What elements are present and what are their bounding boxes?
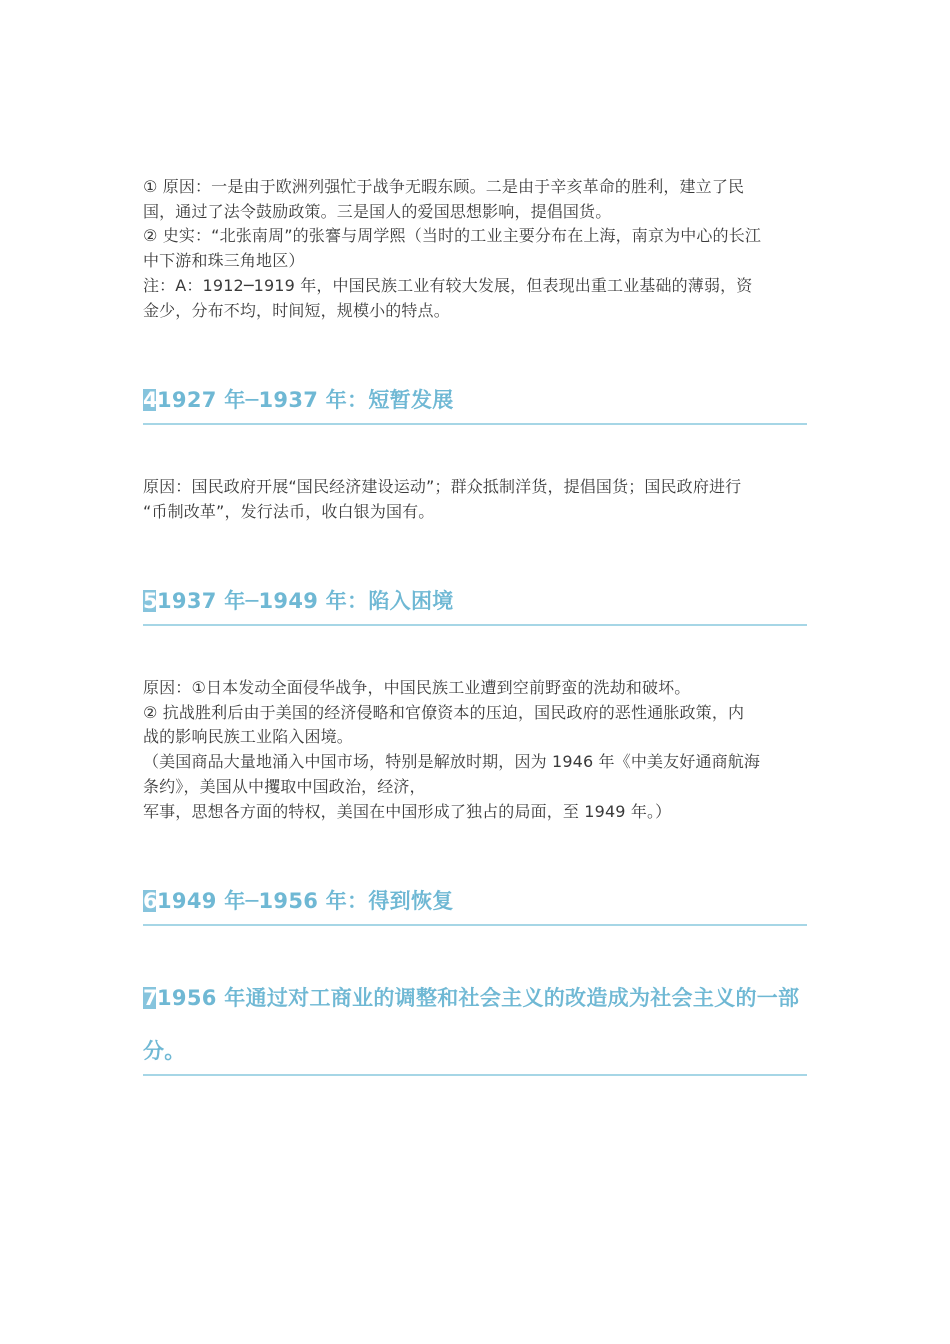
text-line: 国，通过了法令鼓励政策。三是国人的爱国思想影响，提倡国货。 [143, 201, 612, 221]
text-line: （美国商品大量地涌入中国市场，特别是解放时期，因为 1946 年《中美友好通商航海 [143, 752, 761, 772]
section-title-text-line2: 分。 [143, 1039, 186, 1063]
section-heading-5 [143, 585, 807, 626]
text-line: 金少，分布不均，时间短，规模小的特点。 [143, 300, 450, 320]
paragraph-causes-facts [143, 175, 807, 323]
text-line: 军事，思想各方面的特权，美国在中国形成了独占的局面，至 1949 年。） [143, 801, 672, 821]
text-line: ① 原因：一是由于欧洲列强忙于战争无暇东顾。二是由于辛亥革命的胜利，建立了民 [143, 177, 745, 196]
section-number-badge: 5 [143, 589, 158, 613]
text-line: ② 史实：“北张南周”的张謇与周学熙（当时的工业主要分布在上海，南京为中心的长江 [143, 226, 762, 246]
section-title [143, 384, 807, 414]
section-title [143, 885, 807, 915]
text-line: 中下游和珠三角地区） [143, 251, 305, 271]
paragraph-1937-causes [143, 676, 807, 824]
text-line: 战的影响民族工业陷入困境。 [143, 727, 353, 747]
section-title [143, 985, 807, 1012]
text-line: 注：A：1912─1919 年，中国民族工业有较大发展，但表现出重工业基础的薄弱，资 [143, 275, 753, 295]
paragraph-1927-causes [143, 475, 807, 524]
section-title-text: 1927 年─1937 年：短暂发展 [157, 388, 454, 412]
section-number-badge: 7 [143, 986, 158, 1010]
section-heading-7 [143, 985, 807, 1076]
text-line: ② 抗战胜利后由于美国的经济侵略和官僚资本的压迫，国民政府的恶性通胀政策，内 [143, 702, 745, 722]
text-line: “币制改革”，发行法币，收白银为国有。 [143, 501, 435, 521]
section-heading-6 [143, 885, 807, 926]
section-number-badge: 4 [143, 388, 158, 412]
text-line: 条约》，美国从中攫取中国政治，经济， [143, 776, 426, 796]
section-title-text: 1949 年─1956 年：得到恢复 [157, 889, 454, 913]
section-title-text-line1: 1956 年通过对工商业的调整和社会主义的改造成为社会主义的一部 [157, 986, 800, 1010]
text-line: 原因：①日本发动全面侵华战争，中国民族工业遭到空前野蛮的洗劫和破坏。 [143, 678, 691, 697]
section-heading-4 [143, 384, 807, 425]
section-number-badge: 6 [143, 889, 158, 913]
section-title [143, 585, 807, 615]
section-title-text: 1937 年─1949 年：陷入困境 [157, 589, 454, 613]
text-line: 原因：国民政府开展“国民经济建设运动”；群众抵制洋货，提倡国货；国民政府进行 [143, 477, 742, 496]
